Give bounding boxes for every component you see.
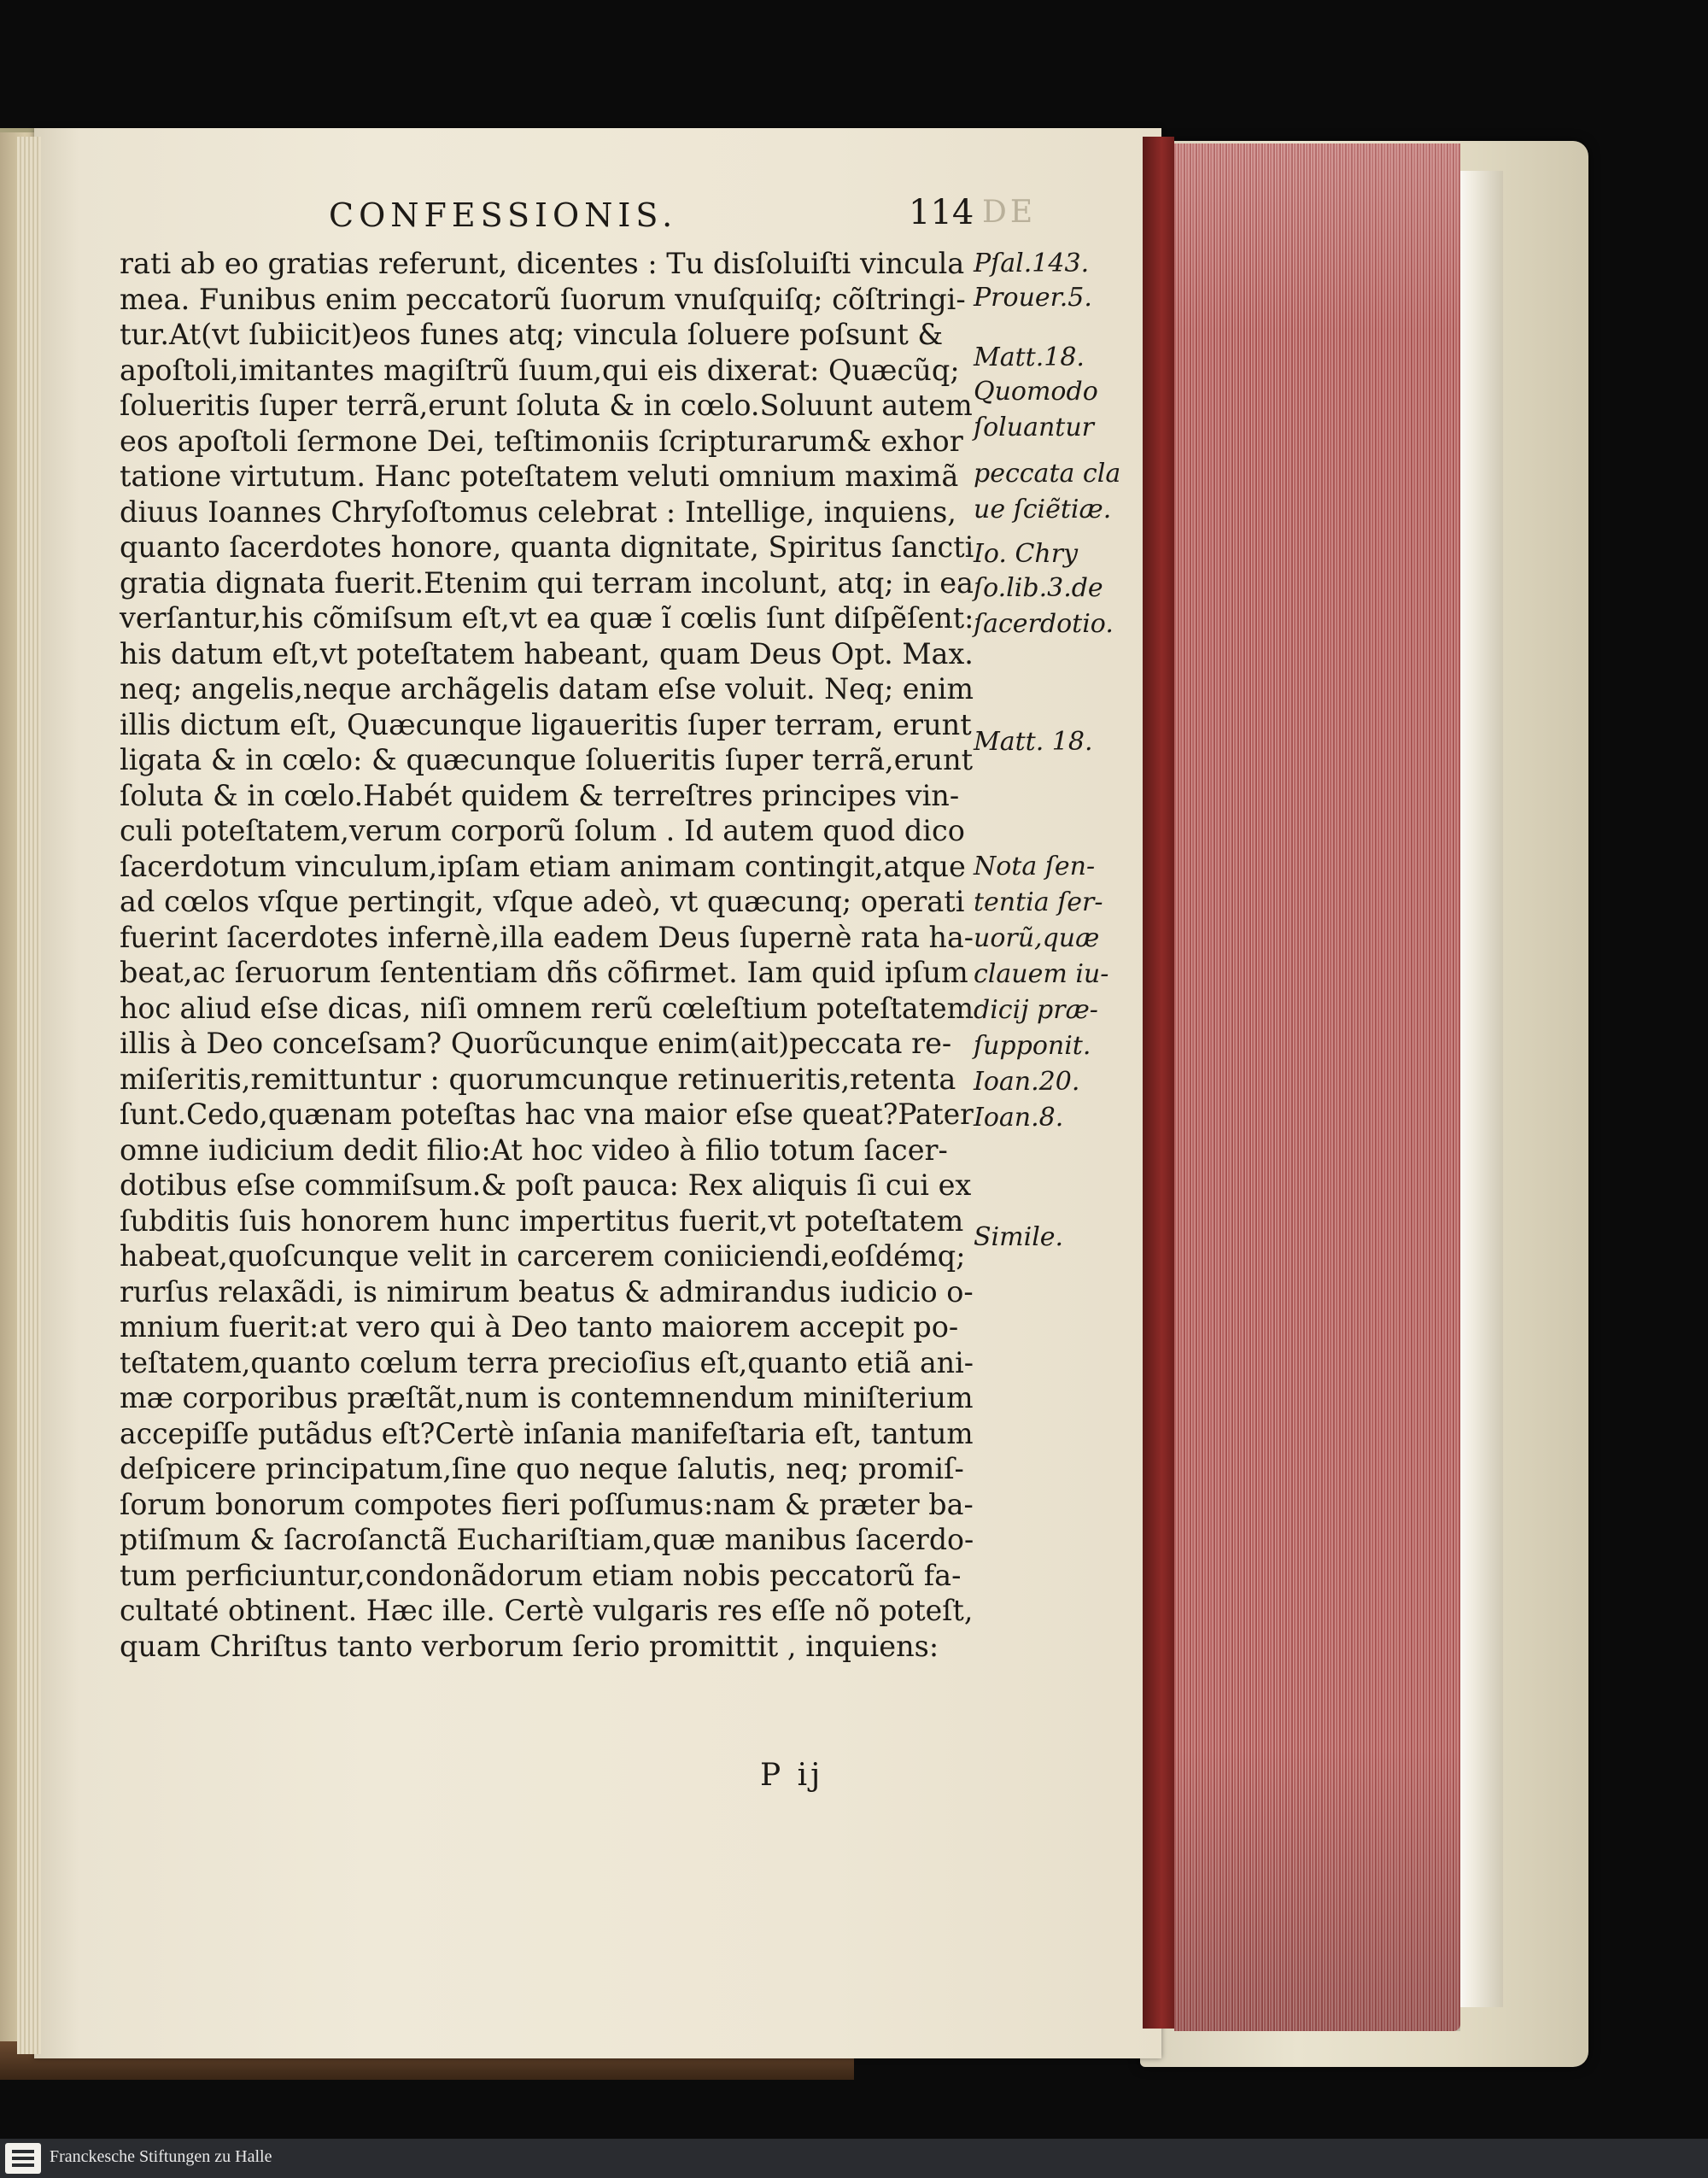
text-line: illis à Deo conceſsam? Quorũcunque enim(ait)peccata re- [120, 1027, 952, 1060]
text-line: gratia dignata fuerit.Etenim qui terram incolunt, atq; in ea [120, 565, 974, 600]
margin-note: Prouer.5. [974, 283, 1092, 313]
margin-note: ſo.lib.3.de [974, 573, 1103, 603]
text-line: fuerint ſacerdotes infernè,illa eadem Deus ſupernè rata ha- [120, 920, 974, 954]
margin-note: ſupponit. [974, 1031, 1091, 1061]
text-line: quam Chriſtus tanto verborum ſerio promittit , inquiens: [120, 1629, 939, 1663]
text-line: deſpicere principatum,ſine quo neque ſalutis, neq; promiſ- [120, 1452, 964, 1485]
margin-note: Nota ſen- [974, 852, 1096, 881]
margin-note: Simile. [974, 1222, 1064, 1252]
text-line: hoc aliud eſse dicas, niſi omnem rerũ cœleſtium poteſtatem [120, 991, 974, 1025]
text-line: teſtatem,quanto cœlum terra precioſius eſt,quanto etiã ani- [120, 1345, 974, 1379]
margin-note: dicij præ- [974, 995, 1098, 1025]
text-line: ſacerdotum vinculum,ipſam etiam animam contingit,atque [120, 849, 966, 883]
text-line: ad cœlos vſque pertingit, vſque adeò, vt quæcunq; operati [120, 885, 965, 918]
text-line: rurſus relaxãdi, is nimirum beatus & admirandus iudicio o- [120, 1274, 974, 1309]
footer-bar [0, 2139, 1708, 2178]
text-line: ſubditis ſuis honorem hunc impertitus fuerit,vt poteſtatem [120, 1203, 964, 1238]
margin-note: ſacerdotio. [974, 609, 1114, 639]
text-line: neq; angelis,neque archãgelis datam eſse voluit. Neq; enim [120, 672, 974, 706]
text-line: ſoluta & in cœlo.Habét quidem & terreſtres principes vin- [120, 778, 960, 812]
margin-note: peccata cla [974, 459, 1121, 489]
text-line: his datum eſt,vt poteſtatem habeant, quam Deus Opt. Max. [120, 636, 974, 670]
running-head: CONFESSIONIS. [329, 196, 678, 234]
fore-edge-shading [1174, 143, 1460, 2031]
text-line: ligata & in cœlo: & quæcunque ſolueritis ſuper terrã,erunt [120, 743, 974, 776]
body-text [120, 246, 978, 1664]
text-line: mæ corporibus præſtãt,num is contemnendum miniſterium [120, 1381, 974, 1414]
text-line: tum perficiuntur,condonãdorum etiam nobis peccatorũ fa- [120, 1558, 962, 1592]
text-line: verſantur,his cõmiſsum eſt,vt ea quæ ĩ cœlis ſunt diſpẽſent: [120, 601, 974, 635]
text-line: omne iudicium dedit filio:At hoc video à filio totum ſacer- [120, 1133, 948, 1167]
margin-note: clauem iu- [974, 959, 1109, 989]
text-line: habeat,quoſcunque velit in carcerem coniiciendi,eoſdémq; [120, 1239, 966, 1273]
text-line: rati ab eo gratias referunt, dicentes : Tu disſoluiſti vincula [120, 247, 965, 280]
margin-note: Ioan.8. [974, 1103, 1064, 1133]
margin-note: Matt.18. [974, 343, 1085, 372]
text-line: cultaté obtinent. Hæc ille. Certè vulgaris res eſſe nõ poteſt, [120, 1594, 974, 1627]
page-stack-left [17, 137, 41, 2054]
page-number: 114 [909, 193, 974, 232]
margin-note: Matt. 18. [974, 727, 1093, 757]
margin-note: tentia ſer- [974, 887, 1103, 917]
text-line: culi poteſtatem,verum corporũ ſolum . Id autem quod dico [120, 814, 965, 847]
text-line: miſeritis,remittuntur : quorumcunque retinueritis,retenta [120, 1062, 956, 1096]
margin-note: Pſal.143. [974, 249, 1090, 278]
text-line: apoſtoli,imitantes magiſtrũ ſuum,qui eis dixerat: Quæcũq; [120, 353, 960, 387]
institution-logo-icon [5, 2143, 41, 2174]
text-line: illis dictum eſt, Quæcunque ligaueritis ſuper terram, erunt [120, 707, 972, 741]
footer-institution-label: Franckesche Stiftungen zu Halle [50, 2147, 272, 2166]
text-line: mnium fuerit:at vero qui à Deo tanto maiorem accepit po- [120, 1310, 959, 1344]
text-line: tur.At(vt ſubiicit)eos funes atq; vincula ſoluere poſsunt & [120, 318, 944, 351]
text-line: accepiſſe putãdus eſt?Certè inſania manifeſtaria eſt, tantum [120, 1416, 974, 1450]
margin-note: Quomodo [974, 377, 1098, 407]
text-line: dotibus eſse commiſsum.& poſt pauca: Rex aliquis ſi cui ex [120, 1168, 972, 1202]
show-through-text: DE [982, 195, 1037, 230]
page-gutter-shadow [1143, 137, 1174, 2029]
text-line: quanto ſacerdotes honore, quanta dignitate, Spiritus ſancti [120, 530, 974, 564]
text-line: diuus Ioannes Chryſoſtomus celebrat : Intellige, inquiens, [120, 495, 956, 529]
text-line: ſunt.Cedo,quænam poteſtas hac vna maior eſse queat?Pater [120, 1098, 974, 1131]
margin-note: Io. Chry [974, 539, 1079, 569]
margin-note: uorũ,quæ [974, 923, 1100, 953]
text-line: ptiſmum & ſacroſanctã Euchariſtiam,quæ manibus ſacerdo- [120, 1523, 974, 1556]
text-line: beat,ac ſeruorum ſententiam dñs cõfirmet. Iam quid ipſum [120, 956, 968, 989]
margin-note: ſoluantur [974, 413, 1095, 442]
text-line: eos apoſtoli ſermone Dei, teſtimoniis ſcripturarum& exhor [120, 424, 963, 458]
text-line: ſolueritis ſuper terrã,erunt ſoluta & in cœlo.Soluunt autem [120, 389, 973, 422]
text-line: ſorum bonorum compotes fieri poſſumus:nam & præter ba- [120, 1487, 974, 1521]
text-line: tatione virtutum. Hanc poteſtatem veluti omnium maximã [120, 460, 959, 493]
margin-note: Ioan.20. [974, 1067, 1080, 1097]
text-line: mea. Funibus enim peccatorũ ſuorum vnuſquiſq; cõſtringi- [120, 282, 966, 316]
margin-note: ue ſciẽtiæ. [974, 495, 1112, 524]
signature-mark: P ij [760, 1758, 824, 1793]
